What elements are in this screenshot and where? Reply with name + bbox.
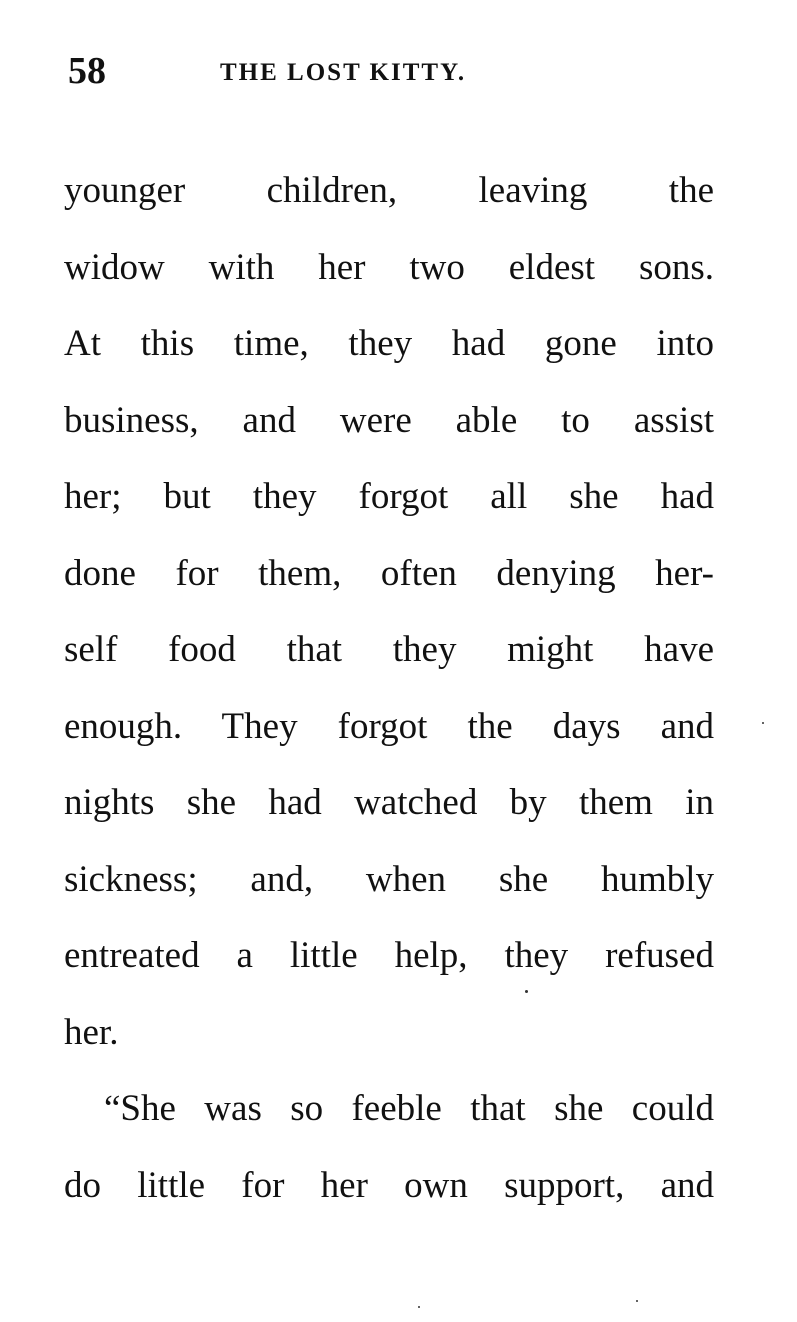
text-line: “She was so feeble that she could [104,1088,714,1129]
print-speck [762,722,764,724]
paragraph [64,153,714,1071]
text-line: done for them, often denying her- [64,552,714,594]
paragraph [64,1071,714,1224]
page-number: 58 [68,50,106,92]
text-line: her; but they forgot all she had [64,476,714,517]
text-line: younger children, leaving the [64,170,714,211]
text-line: do little for her own support, and [64,1164,714,1206]
print-speck [418,1306,420,1308]
text-line: entreated a little help, they refused [64,935,714,976]
text-line: widow with her two eldest sons. [64,246,714,288]
text-line: business, and were able to assist [64,399,714,441]
text-line: At this time, they had gone into [64,323,714,364]
body-text [64,153,714,1224]
text-line: sickness; and, when she humbly [64,858,714,900]
text-line: self food that they might have [64,629,714,670]
text-line: her. [64,1011,119,1053]
text-line: enough. They forgot the days and [64,705,714,747]
text-line: nights she had watched by them in [64,782,714,823]
running-title: THE LOST KITTY. [220,59,467,86]
print-speck [636,1300,638,1302]
print-speck [525,990,528,993]
